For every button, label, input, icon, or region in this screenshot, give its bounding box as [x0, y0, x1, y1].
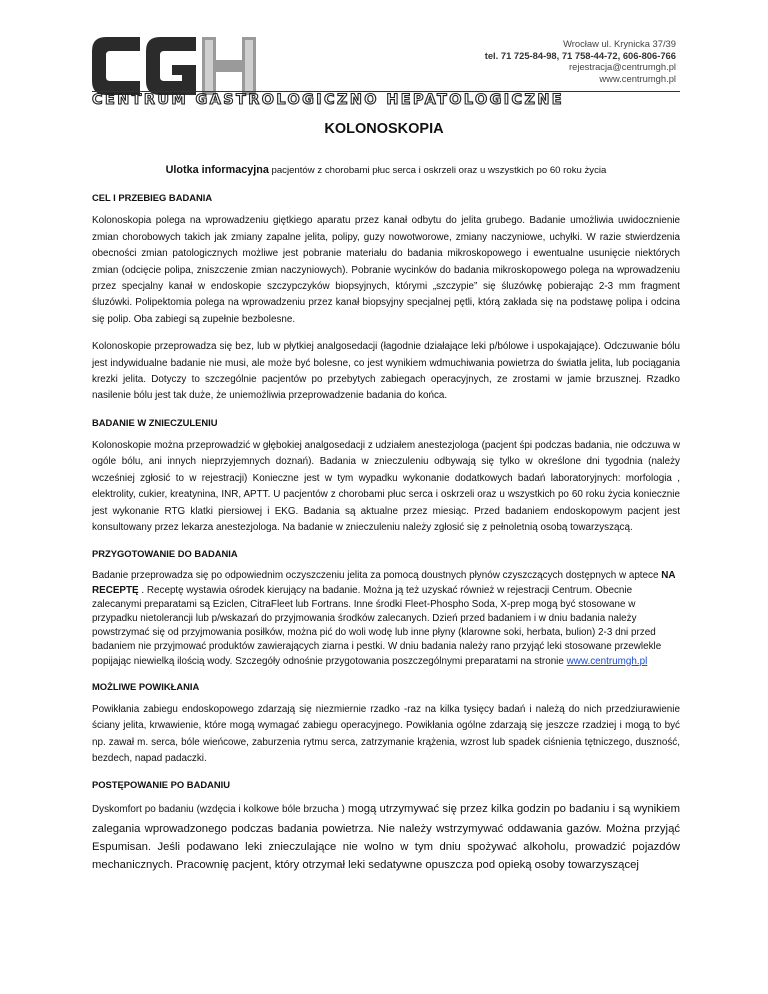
intro-bold: Ulotka informacyjna: [165, 164, 269, 176]
cgh-logo: [92, 37, 272, 95]
paragraph-cel-2: Kolonoskopie przeprowadza się bez, lub w płytkiej analgosedacji (łagodnie działające leki p/bólowe i uspokajające). Odczuwanie bólu jest indywidualne badanie nie musi, ale może być bolesne, co jest wynikiem wdmuchiwania powietrza do światła jelita, lub pociągania krezki jelita. Dotyczy to szczególnie pacjentów po przebytych zabiegach operacyjnych, ze zrostami w jamie brzusznej. Rzadko nasilenie bólu jest tak duże, że uniemożliwia przeprowadzenie badania do końca.: [92, 341, 680, 402]
paragraph-cel-1: Kolonoskopia polega na wprowadzeniu giętkiego aparatu przez kanał odbytu do jelita grubego. Badanie umożliwia uwidocznienie zmian chorobowych takich jak zmiany zapalne jelita, polipy, guzy nowotworowe, zmiany naczyniowe, uchyłki. W razie stwierdzenia obecności zmian patologicznych możliwe jest pobranie materiału do badania mikroskopowego i ewentualne usunięcie niektórych zmian (odcięcie polipa, zniszczenie zmian naczyniowych). Pobranie wycinków do badania mikroskopowego polega na wprowadzeniu przez specjalny kanał w endoskopie szczypczyków biopsyjnych, którymi „szczypie” się śluzówkę pobierając 2-3 mm fragment śluzówki. Polipektomia polega na wprowadzeniu przez kanał biopsyjny specjalnej pętli, którą zakłada się na podstawę polipa i odcina się polip. Oba zabiegi są zupełnie bezbolesne.: [92, 215, 680, 325]
po-badaniu-text-rest: mogą utrzymywać się przez kilka godzin po badaniu i są wynikiem zalegania wprowadzonego podczas badania powietrza. Nie należy wstrzymywać oddawania gazów. Można przyjąć Espumisan. Jeśli podawano leki znieczulające nie wolno w tym dniu spożywać alkoholu, prowadzić pojazdów mechanicznych. Pracownię pacjent, który otrzymał leki sedatywne opuszcza pod opieką osoby towarzyszącej: [92, 803, 681, 871]
prescription-bold: NA RECEPTĘ: [92, 570, 676, 596]
phone-numbers: tel. 71 725-84-98, 71 758-44-72, 606-806-766: [484, 49, 676, 61]
center-name-banner: CENTRUM GASTROLOGICZNO HEPATOLOGICZNE: [92, 92, 565, 108]
website-link[interactable]: www.centrumgh.pl: [566, 655, 648, 667]
section-heading-po-badaniu: POSTĘPOWANIE PO BADANIU: [92, 779, 231, 791]
przygotowanie-text-a: Badanie przeprowadza się po odpowiednim oczyszczeniu jelita za pomocą doustnych płynów czyszczących dostępnych w aptece: [92, 570, 662, 582]
section-heading-cel: CEL I PRZEBIEG BADANIA: [92, 192, 213, 204]
document-title: KOLONOSKOPIA: [324, 121, 444, 137]
page-header: [0, 0, 768, 110]
intro-line: [92, 162, 680, 179]
paragraph-przygotowanie: [92, 569, 680, 668]
paragraph-znieczulenie: Kolonoskopie można przeprowadzić w głębokiej analgosedacji z udziałem anestezjologa (pacjent śpi podczas badania, nie odczuwa w ogóle bólu, ani innych nieprzyjemnych doznań). Badania w znieczuleniu odbywają się tylko w określone dni tygodnia (należy wcześniej zgłosić to w rejestracji) Konieczne jest w tym wypadku wykonanie dodatkowych badań laboratoryjnych: morfologia , elektrolity, cukier, kreatynina, INR, APTT. U pacjentów z chorobami płuc serca i oskrzeli oraz u wszystkich po 60 roku życia koniecznie jest wykonanie RTG klatki piersiowej i EKG. Badania są aktualne przez miesiąc. Przed badaniem endoskopowym pacjent jest konsultowany przez lekarza anestezjologa. Na badanie w znieczuleniu należy zgłosić się z pełnoletnią osobą towarzyszącą.: [92, 439, 680, 533]
przygotowanie-text-b: . Receptę wystawia ośrodek kierujący na badanie. Można ją też uzyskać również w rejestracji Centrum. Obecnie zalecanymi preparatami są Eziclen, CitraFleet lub Fortrans. Inne środki Fleet-Phospho Soda, X-prep mogą być stosowane w przypadku nietolerancji lub p/wskazań do przyjmowania środków zalecanych. Dzień przed badaniem i w dniu badania należy powstrzymać się od przyjmowania posiłków, można pić do woli wodę lub inne płyny (klarowne soki, herbata, bulion) 2-3 dni przed badaniem nie przyjmować produktów zawierających ziarna i pestki. W dniu badania należy rano przyjąć leki stosowane przewlekle popijając niewielką ilością wody. Szczegóły odnośnie przygotowania poszczególnymi preparatami na stronie: [92, 584, 662, 667]
section-heading-powiklania: MOŻLIWE POWIKŁANIA: [92, 680, 200, 692]
address: Wrocław ul. Krynicka 37/39: [563, 38, 676, 49]
contact-block: [485, 38, 676, 84]
document-body: [92, 162, 680, 885]
paragraph-powiklania: Powikłania zabiegu endoskopowego zdarzają się niezmiernie rzadko -raz na kilka tysięcy badań i należą do nich przedziurawienie ściany jelita, krwawienie, które mogą wymagać zabiegu operacyjnego. Powikłania ogólne zdarzają się jeszcze rzadziej i mogą to być np. zawał m. serca, bóle wieńcowe, zaburzenia rytmu serca, zatrzymanie krążenia, wzrost lub spadek ciśnienia tętniczego, duszność, bezdech, napad padaczki.: [92, 703, 680, 764]
website[interactable]: www.centrumgh.pl: [599, 72, 676, 84]
paragraph-po-badaniu: [92, 800, 680, 874]
intro-text: pacjentów z chorobami płuc serca i oskrzeli oraz u wszystkich po 60 roku życia: [268, 165, 607, 176]
po-badaniu-text-small: Dyskomfort po badaniu (wzdęcia i kolkowe bóle brzucha ): [92, 804, 345, 816]
section-heading-znieczulenie: BADANIE W ZNIECZULENIU: [92, 416, 218, 428]
email[interactable]: rejestracja@centrumgh.pl: [569, 61, 676, 73]
section-heading-przygotowanie: PRZYGOTOWANIE DO BADANIA: [92, 548, 238, 560]
